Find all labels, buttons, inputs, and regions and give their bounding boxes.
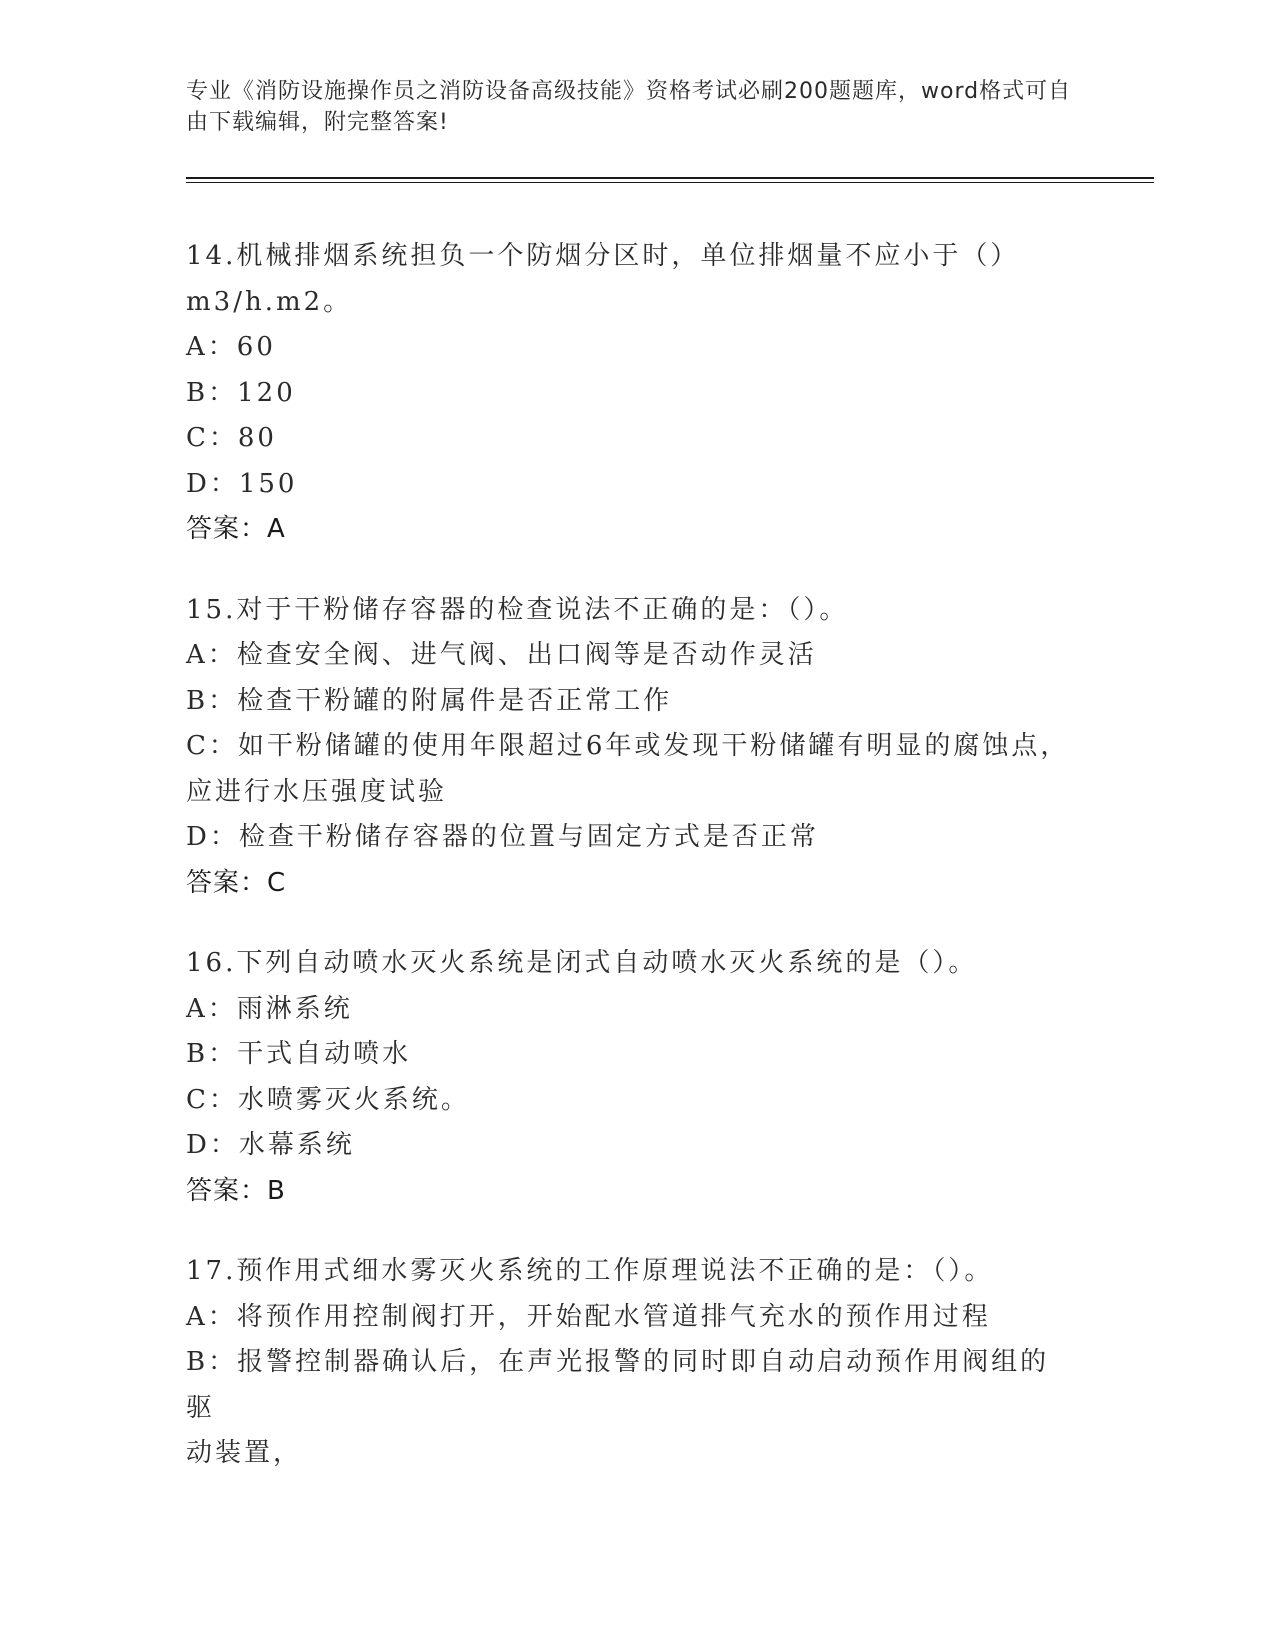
option-a: A：将预作用控制阀打开，开始配水管道排气充水的预作用过程 xyxy=(186,1301,991,1332)
question-15 xyxy=(186,588,1076,907)
option-a: A：60 xyxy=(186,332,276,362)
question-14 xyxy=(186,234,1076,553)
question-17 xyxy=(186,1249,1076,1477)
question-stem: 14.机械排烟系统担负一个防烟分区时，单位排烟量不应小于（） xyxy=(186,241,1020,271)
option-c: C：80 xyxy=(186,423,277,453)
option-b: B：120 xyxy=(186,377,296,408)
option-b: B：干式自动喷水 xyxy=(186,1039,412,1069)
header-divider-thin xyxy=(186,182,1154,183)
option-a: A：检查安全阀、进气阀、出口阀等是否动作灵活 xyxy=(186,640,817,670)
option-c-continued: 应进行水压强度试验 xyxy=(186,776,448,807)
option-d: D：150 xyxy=(186,468,298,499)
option-b-continued: 动装置， xyxy=(186,1438,303,1468)
option-c: C：如干粉储罐的使用年限超过6年或发现干粉储罐有明显的腐蚀点， xyxy=(186,731,1070,761)
question-stem: 17.预作用式细水雾灭火系统的工作原理说法不正确的是：（）。 xyxy=(186,1256,994,1286)
option-a: A：雨淋系统 xyxy=(186,993,353,1024)
header-divider-thick xyxy=(186,177,1154,179)
question-stem: m3/h.m2。 xyxy=(186,286,353,317)
option-c: C：水喷雾灭火系统。 xyxy=(186,1084,470,1115)
option-b: B：报警控制器确认后，在声光报警的同时即自动启动预作用阀组的驱 xyxy=(186,1347,1050,1423)
answer-key: 答案：C xyxy=(186,867,287,898)
option-d: D：检查干粉储存容器的位置与固定方式是否正常 xyxy=(186,822,819,852)
question-16 xyxy=(186,941,1076,1214)
question-stem: 16.下列自动喷水灭火系统是闭式自动喷水灭火系统的是（）。 xyxy=(186,948,978,978)
option-d: D：水幕系统 xyxy=(186,1130,355,1160)
option-b: B：检查干粉罐的附属件是否正常工作 xyxy=(186,685,673,716)
answer-key: 答案：B xyxy=(186,1175,286,1206)
answer-key: 答案：A xyxy=(186,514,286,544)
question-stem: 15.对于干粉储存容器的检查说法不正确的是：（）。 xyxy=(186,594,849,625)
question-list xyxy=(186,234,1076,1512)
document-header: 专业《消防设施操作员之消防设备高级技能》资格考试必刷200题题库，word格式可自由下载编辑，附完整答案! xyxy=(186,79,1072,135)
